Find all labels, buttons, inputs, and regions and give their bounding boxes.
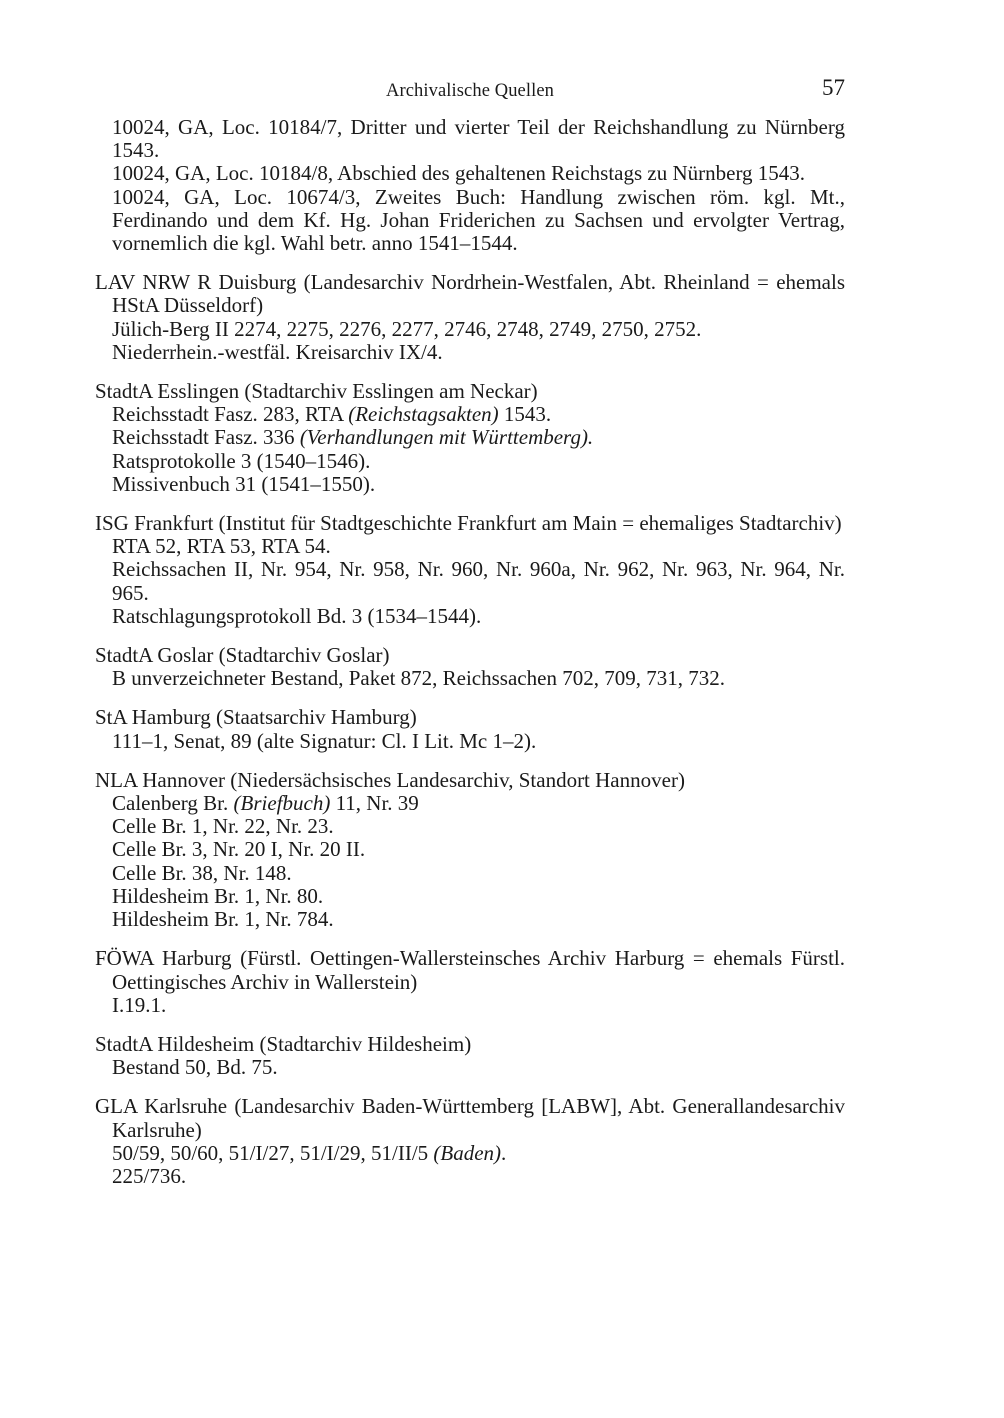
entry-text: 225/736. — [112, 1163, 187, 1188]
archive-entry — [95, 1142, 845, 1165]
entry-italic: (Reichstagsakten) — [348, 402, 499, 427]
archive-entry: B unverzeichneter Bestand, Paket 872, Reichssachen 702, 709, 731, 732. — [112, 666, 725, 691]
archive-entry: Reichssachen II, Nr. 954, Nr. 958, Nr. 960, Nr. 960a, Nr. 962, Nr. 963, Nr. 964, Nr. 965. — [112, 557, 845, 605]
archive-heading: GLA Karlsruhe (Landesarchiv Baden-Württemberg [LABW], Abt. Generallandesarchiv Karlsruhe) — [95, 1094, 845, 1142]
archive-entry — [95, 815, 845, 838]
archive-entry: Niederrhein.-westfäl. Kreisarchiv IX/4. — [112, 339, 443, 364]
entry-text: Calenberg Br. — [112, 791, 234, 816]
archive-section — [95, 380, 845, 496]
archive-section — [95, 947, 845, 1017]
entry-italic: (Verhandlungen mit Württemberg). — [299, 425, 594, 450]
archive-heading: NLA Hannover (Niedersächsisches Landesarchiv, Standort Hannover) — [95, 767, 685, 792]
entry-italic: (Briefbuch) — [233, 791, 331, 816]
archive-entry — [95, 885, 845, 908]
archive-entry: 10024, GA, Loc. 10674/3, Zweites Buch: Handlung zwischen röm. kgl. Mt., Ferdinando und dem Kf. Hg. Johan Friderichen zu Sachsen und ervolgter Vertrag, vornemlich die kgl. Wahl betr. anno 1541–1544. — [112, 184, 845, 256]
entry-italic: (Baden) — [433, 1140, 502, 1165]
archive-section — [95, 769, 845, 931]
archive-section — [95, 644, 845, 690]
archive-entry — [95, 908, 845, 931]
archive-heading: ISG Frankfurt (Institut für Stadtgeschichte Frankfurt am Main = ehemaliges Stadtarchiv) — [95, 511, 842, 536]
archive-heading: FÖWA Harburg (Fürstl. Oettingen-Wallersteinsches Archiv Harburg = ehemals Fürstl. Oettingisches Archiv in Wallerstein) — [95, 946, 845, 994]
running-head-title: Archivalische Quellen — [385, 81, 555, 101]
archive-entry: 10024, GA, Loc. 10184/7, Dritter und vierter Teil der Reichshandlung zu Nürnberg 1543. — [112, 115, 845, 163]
entry-text: Reichsstadt Fasz. 283, RTA — [112, 402, 349, 427]
archive-heading: LAV NRW R Duisburg (Landesarchiv Nordrhein-Westfalen, Abt. Rheinland = ehemals HStA Düsseldorf) — [95, 270, 845, 318]
archive-section — [95, 271, 845, 364]
archive-entry — [95, 1165, 845, 1188]
entry-text: Celle Br. 38, Nr. 148. — [112, 860, 292, 885]
running-head — [95, 76, 845, 108]
entry-text: . — [501, 1140, 507, 1165]
page — [95, 76, 845, 1204]
archive-entry: 10024, GA, Loc. 10184/8, Abschied des gehaltenen Reichstags zu Nürnberg 1543. — [112, 161, 806, 186]
archive-entry: I.19.1. — [112, 992, 167, 1017]
archive-entry — [95, 450, 845, 473]
archive-entry: Jülich-Berg II 2274, 2275, 2276, 2277, 2746, 2748, 2749, 2750, 2752. — [112, 316, 702, 341]
entry-text: Missivenbuch 31 (1541–1550). — [112, 471, 376, 496]
archive-entry: 111–1, Senat, 89 (alte Signatur: Cl. I Lit. Mc 1–2). — [112, 728, 537, 753]
archive-section — [95, 706, 845, 752]
entry-text: Celle Br. 3, Nr. 20 I, Nr. 20 II. — [112, 837, 366, 862]
archive-entry — [95, 862, 845, 885]
archive-entry — [95, 403, 845, 426]
entry-text: Hildesheim Br. 1, Nr. 80. — [112, 883, 324, 908]
archive-heading: StadtA Esslingen (Stadtarchiv Esslingen am Neckar) — [95, 379, 538, 404]
archive-entry — [95, 473, 845, 496]
archive-heading: StadtA Goslar (Stadtarchiv Goslar) — [95, 643, 390, 668]
archive-entry: RTA 52, RTA 53, RTA 54. — [112, 534, 331, 559]
archive-section — [95, 116, 845, 255]
entry-text: 50/59, 50/60, 51/I/27, 51/I/29, 51/II/5 — [112, 1140, 434, 1165]
entry-text: Ratsprotokolle 3 (1540–1546). — [112, 448, 371, 473]
entry-text: 1543. — [498, 402, 552, 427]
archive-entry — [95, 792, 845, 815]
archive-entry — [95, 838, 845, 861]
page-number: 57 — [822, 75, 845, 100]
archive-heading: StadtA Hildesheim (Stadtarchiv Hildesheim) — [95, 1031, 472, 1056]
archive-section — [95, 512, 845, 628]
archive-section — [95, 1033, 845, 1079]
archive-entry: Bestand 50, Bd. 75. — [112, 1055, 278, 1080]
entry-text: Celle Br. 1, Nr. 22, Nr. 23. — [112, 814, 334, 839]
archive-heading: StA Hamburg (Staatsarchiv Hamburg) — [95, 705, 417, 730]
entry-text: Hildesheim Br. 1, Nr. 784. — [112, 907, 334, 932]
entry-text: Reichsstadt Fasz. 336 — [112, 425, 300, 450]
archive-entry: Ratschlagungsprotokoll Bd. 3 (1534–1544). — [112, 603, 482, 628]
archive-section — [95, 1095, 845, 1188]
entry-text: 11, Nr. 39 — [330, 791, 419, 816]
archive-entry — [95, 426, 845, 449]
